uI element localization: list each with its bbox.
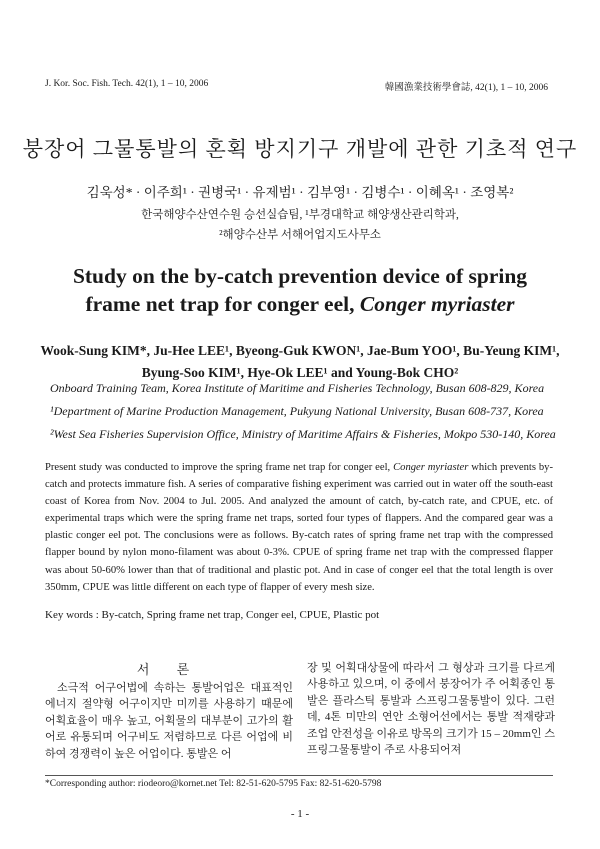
english-title-species: Conger myriaster [359, 292, 515, 316]
body-text-left: 소극적 어구어법에 속하는 통발어업은 대표적인 에너지 절약형 어구이지만 미끼를 사용하기 때문에 어획효율이 매우 높고, 어획물의 대부분이 고가의 활어로 유통되며 어구비도 저렴하므로 다른 어업에 비하여 경쟁력이 높은 어업이다. 통발은 어 [45, 682, 293, 760]
english-affiliation-3: ²West Sea Fisheries Supervision Office, Ministry of Maritime Affairs & Fisheries, Mokpo 530-140, Korea [50, 427, 556, 441]
body-column-left [45, 660, 293, 762]
english-authors-line-2: Byung-Soo KIM¹, Hye-Ok LEE¹ and Young-Bok CHO² [141, 365, 459, 380]
keywords: Key words : By-catch, Spring frame net trap, Conger eel, CPUE, Plastic pot [45, 609, 380, 621]
journal-header-left: J. Kor. Soc. Fish. Tech. 42(1), 1 – 10, 2006 [45, 79, 209, 89]
abstract-text-2: which prevents by-catch and protects immature fish. A series of comparative fishing experiment was carried out in water off the south-east coast of Korea from Nov. 2004 to Jul. 2005. And analyzed the amount of catch, by-catch rate, and CPUE, etc. of experimental traps which were the spring frame net traps, sorted four types of flappers. And the compared gear was a plastic conger eel pot. The conclusions were as follows. By-catch rates of spring frame net trap with the compressed flapper bound by nylon mono-filament was about 0-3%. CPUE of spring frame net trap with the compressed flapper was about 50-60% lower than that of traditional and plastic pot. And in case of conger eel that the total length is over 350mm, CPUE was little different on each type of flapper of every mesh size. [45, 462, 553, 593]
korean-title: 붕장어 그물통발의 혼획 방지기구 개발에 관한 기초적 연구 [22, 137, 578, 161]
abstract [45, 459, 553, 596]
section-heading-introduction: 서 론 [136, 662, 202, 677]
english-title-line-2-main: frame net trap for conger eel, [85, 292, 360, 316]
journal-header-right: 韓國漁業技術學會誌, 42(1), 1 – 10, 2006 [384, 83, 548, 93]
english-title-line-1: Study on the by-catch prevention device of spring [72, 264, 528, 288]
page-number: - 1 - [290, 808, 310, 820]
english-affiliation-1: Onboard Training Team, Korea Institute of Maritime and Fisheries Technology, Busan 608-829, Korea [50, 381, 545, 395]
abstract-species: Conger myriaster [393, 462, 469, 473]
english-title [0, 262, 600, 318]
english-title-line-2 [0, 290, 600, 318]
body-text-right: 장 및 어획대상물에 따라서 그 형상과 크기를 다르게 사용하고 있으며, 이 중에서 붕장어가 주 어획종인 통발은 플라스틱 통발과 스프링그물통발이 있다. 그런데, 4톤 미만의 연안 소형어선에서는 통발 적재량과 조업 안전성을 이유로 방목의 크기가 15 – 20mm인 스프링그물통발이 주로 사용되어져 [307, 662, 555, 757]
korean-authors: 김욱성* · 이주희¹ · 권병국¹ · 유제범¹ · 김부영¹ · 김병수¹ · 이혜옥¹ · 조영복² [86, 185, 514, 200]
corresponding-author-footnote: *Corresponding author: riodeoro@kornet.net Tel: 82-51-620-5795 Fax: 82-51-620-5798 [45, 779, 382, 789]
footnote-divider [45, 775, 553, 776]
abstract-text-1: Present study was conducted to improve the spring frame net trap for conger eel, [45, 462, 394, 473]
english-authors [0, 340, 600, 384]
korean-affiliation-line-2: ²해양수산부 서해어업지도사무소 [219, 229, 381, 241]
english-affiliation-2: ¹Department of Marine Production Management, Pukyung National University, Busan 608-737, Korea [50, 404, 544, 418]
body-column-right [307, 660, 555, 758]
english-authors-line-1: Wook-Sung KIM*, Ju-Hee LEE¹, Byeong-Guk KWON¹, Jae-Bum YOO¹, Bu-Yeung KIM¹, [40, 343, 560, 358]
korean-affiliation-line-1: 한국해양수산연수원 승선실습팀, ¹부경대학교 해양생산관리학과, [141, 209, 459, 221]
